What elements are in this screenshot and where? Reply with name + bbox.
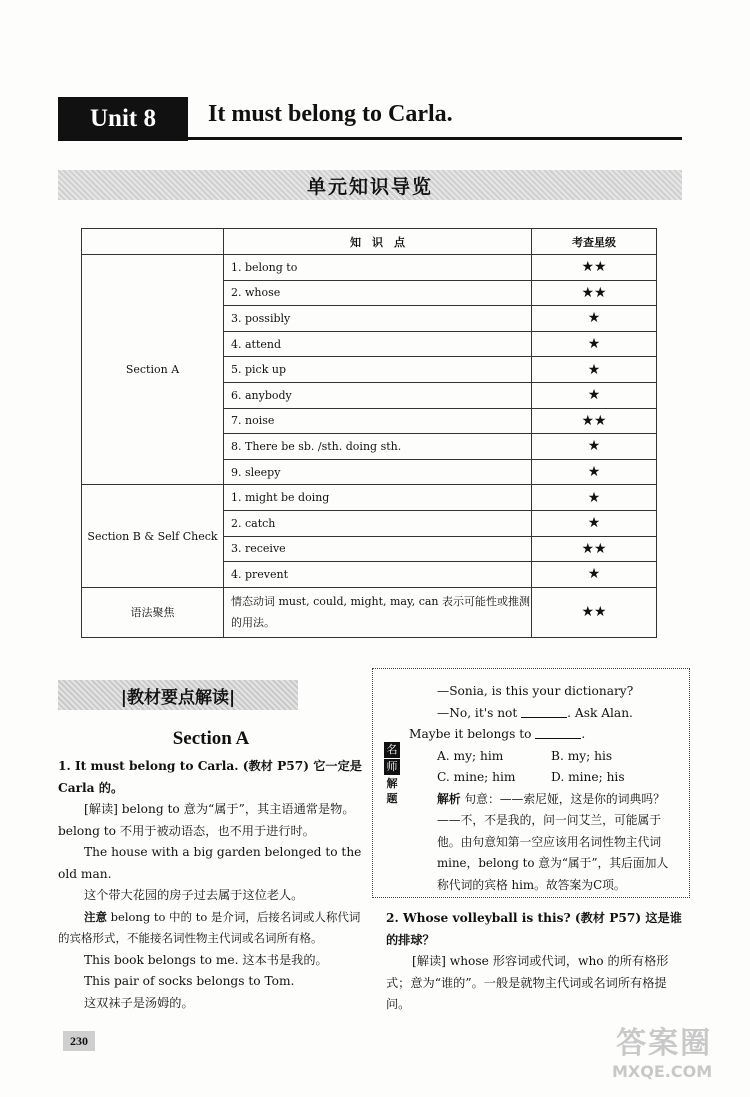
knowledge-point: 4. prevent [224, 562, 532, 588]
quiz-text: Maybe it belongs to [409, 727, 532, 741]
table-corner [82, 229, 224, 255]
table-header-row [82, 229, 657, 255]
section-b-label: Section B & Self Check [82, 485, 224, 587]
tag-char: 名 [384, 742, 400, 758]
watermark-logo [612, 1018, 712, 1081]
table-row [82, 255, 657, 281]
star-rating: ★★ [532, 408, 657, 434]
tag-char: 师 [384, 759, 400, 775]
item-1-reading: [解读] belong to 意为“属于”，其主语通常是物。belong to 不用于被动语态，也不用于进行时。 [58, 802, 355, 838]
quiz-line-2 [409, 703, 679, 725]
answer-blank [535, 727, 581, 739]
knowledge-point: 2. catch [224, 510, 532, 536]
knowledge-point: 9. sleepy [224, 459, 532, 485]
knowledge-point: 6. anybody [224, 382, 532, 408]
example-3-cn: 这双袜子是汤姆的。 [84, 995, 194, 1010]
star-rating: ★★ [532, 255, 657, 281]
grammar-point: 情态动词 must, could, might, may, can 表示可能性或推测的用法。 [224, 587, 532, 637]
table-row [82, 485, 657, 511]
option-b: B. my; his [551, 748, 613, 763]
item-1-title: 1. It must belong to Carla. (教材 P57) 它一定是 Carla 的。 [58, 759, 362, 795]
option-c: C. mine; him [437, 770, 516, 784]
section-a-label: Section A [82, 255, 224, 485]
knowledge-point: 1. belong to [224, 255, 532, 281]
analysis-label: 解析 [437, 791, 461, 806]
watermark-text: 答案圈 [616, 1026, 713, 1061]
banner-title: 单元知识导览 [306, 175, 433, 198]
analysis [409, 789, 679, 897]
item-2-reading: [解读] whose 形容词或代词，who 的所有格形式；意为“谁的”。一般是就物主代词或名词所有格提问。 [386, 954, 669, 1011]
star-rating: ★ [532, 331, 657, 357]
teacher-quiz-box [372, 668, 690, 898]
options-row [409, 746, 679, 768]
star-rating: ★★ [532, 280, 657, 306]
left-column [58, 680, 364, 1014]
star-rating: ★ [532, 306, 657, 332]
unit-title: It must belong to Carla. [208, 101, 453, 127]
knowledge-point: 3. possibly [224, 306, 532, 332]
grammar-label: 语法聚焦 [82, 587, 224, 637]
header-star-rating: 考查星级 [532, 229, 657, 255]
watermark-url: MXQE.COM [612, 1062, 713, 1081]
quiz-text: . Ask Alan. [567, 705, 633, 720]
note [58, 907, 364, 950]
note-text: belong to 中的 to 是介词，后接名词或人称代词的宾格形式，不能接名词性物主代词或名词所有格。 [58, 909, 361, 945]
options-row [409, 767, 679, 789]
knowledge-point: 4. attend [224, 331, 532, 357]
knowledge-point: 5. pick up [224, 357, 532, 383]
quiz-text: . [581, 727, 586, 741]
star-rating: ★ [532, 510, 657, 536]
right-column [372, 668, 690, 1016]
star-rating: ★ [532, 382, 657, 408]
option-d: D. mine; his [551, 770, 625, 784]
star-rating: ★ [532, 459, 657, 485]
example-1-en: The house with a big garden belonged to the old man. [58, 845, 362, 881]
example-3-en: This pair of socks belongs to Tom. [84, 974, 295, 988]
star-rating: ★ [532, 562, 657, 588]
knowledge-table [81, 228, 657, 638]
option-a: A. my; him [437, 748, 504, 763]
tag-char: 解 [386, 777, 398, 790]
knowledge-point: 3. receive [224, 536, 532, 562]
table-row [82, 587, 657, 637]
knowledge-point: 1. might be doing [224, 485, 532, 511]
star-rating: ★★ [532, 536, 657, 562]
note-label: 注意 [84, 909, 107, 924]
answer-blank [521, 706, 567, 718]
tag-char: 题 [386, 792, 398, 805]
knowledge-point: 7. noise [224, 408, 532, 434]
star-rating: ★ [532, 485, 657, 511]
header-rule [188, 137, 682, 140]
quiz-text: —No, it's not [437, 705, 518, 720]
section-banner [58, 170, 682, 200]
header-knowledge-point: 知 识 点 [224, 229, 532, 255]
teacher-tag [383, 742, 401, 806]
quiz-line-3 [409, 724, 679, 746]
knowledge-point: 8. There be sb. /sth. doing sth. [224, 434, 532, 460]
page-number: 230 [63, 1031, 95, 1051]
star-rating: ★ [532, 357, 657, 383]
star-rating: ★★ [532, 587, 657, 637]
unit-badge: Unit 8 [58, 97, 188, 141]
example-1-cn: 这个带大花园的房子过去属于这位老人。 [84, 888, 304, 902]
star-rating: ★ [532, 434, 657, 460]
analysis-text: 句意：——索尼娅，这是你的词典吗？——不，不是我的，问一问艾兰，可能属于他。由句意知第一空应该用名词性物主代词 mine，belong to 意为“属于”，其后面加人称代词的宾格 him。故答案为C项。 [437, 791, 669, 892]
item-2-title: 2. Whose volleyball is this? (教材 P57) 这是谁的排球？ [386, 911, 682, 947]
quiz-line-1: —Sonia, is this your dictionary? [437, 684, 634, 698]
knowledge-point: 2. whose [224, 280, 532, 306]
sub-banner-title: |教材要点解读| [120, 687, 236, 708]
item-2 [372, 908, 690, 1016]
unit-header [58, 97, 682, 143]
section-title: Section A [172, 728, 250, 749]
example-2: This book belongs to me. 这本书是我的。 [84, 952, 328, 967]
textbook-points-banner [58, 680, 298, 710]
